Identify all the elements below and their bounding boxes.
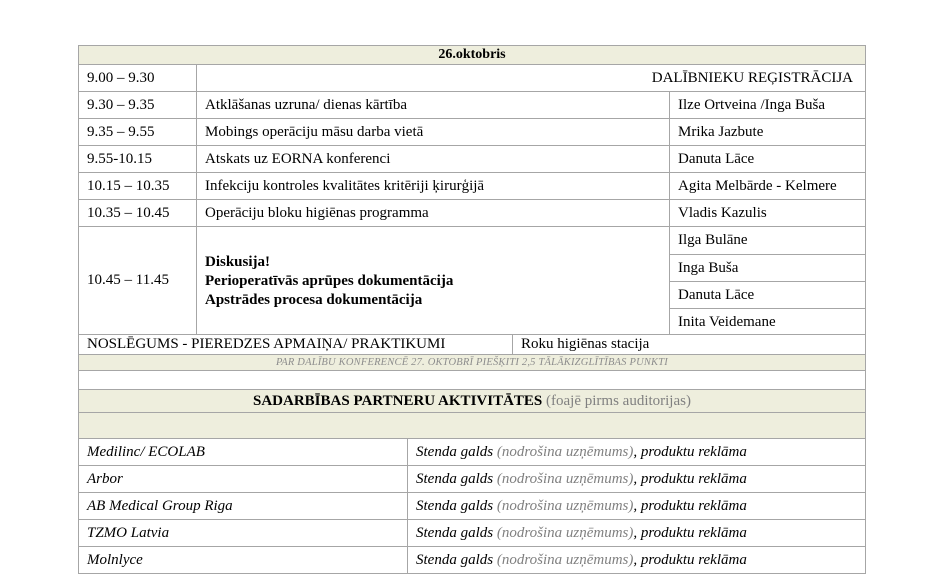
closing-station: Roku higiēnas stacija <box>512 335 865 354</box>
stand-prefix: Stenda galds <box>416 551 494 568</box>
stand-prefix: Stenda galds <box>416 470 494 487</box>
partners-header-row <box>78 390 866 413</box>
schedule-speaker: Ilze Ortveina /Inga Buša <box>669 92 865 118</box>
stand-note: (nodrošina uzņēmums) <box>496 551 634 568</box>
stand-suffix: , produktu reklāma <box>633 497 747 514</box>
partner-name: Medilinc/ ECOLAB <box>87 443 205 460</box>
partner-activity <box>407 439 865 465</box>
stand-suffix: , produktu reklāma <box>633 470 747 487</box>
schedule-speaker: Agita Melbārde - Kelmere <box>669 173 865 199</box>
schedule-topic: Infekciju kontroles kvalitātes kritēriji ķirurģijā <box>196 173 669 199</box>
partner-activity <box>407 547 865 573</box>
partner-row <box>78 547 866 574</box>
discussion-speakers <box>669 227 865 334</box>
registration-time: 9.00 – 9.30 <box>87 69 155 86</box>
credit-note: PAR DALĪBU KONFERENCĒ 27. OKTOBRĪ PIEŠĶITI 2,5 TĀLĀKIZGLĪTĪBAS PUNKTI <box>275 357 668 368</box>
closing-label: NOSLĒGUMS - PIEREDZES APMAIŅA/ PRAKTIKUMI <box>87 336 446 352</box>
partners-title-note: (foajē pirms auditorijas) <box>546 392 691 409</box>
partner-activity <box>407 520 865 546</box>
stand-note: (nodrošina uzņēmums) <box>496 497 634 514</box>
stand-suffix: , produktu reklāma <box>633 524 747 541</box>
discussion-speaker: Inita Veidemane <box>670 308 865 335</box>
discussion-row <box>78 227 866 335</box>
partners-spacer-row <box>78 413 866 439</box>
partner-activity <box>407 493 865 519</box>
registration-label: DALĪBNIEKU REĢISTRĀCIJA <box>196 65 865 91</box>
partner-row <box>78 466 866 493</box>
schedule-time: 9.55-10.15 <box>87 150 152 167</box>
stand-suffix: , produktu reklāma <box>633 443 747 460</box>
date-header-row <box>78 45 866 65</box>
schedule-time: 9.30 – 9.35 <box>87 96 155 113</box>
discussion-time: 10.45 – 11.45 <box>87 272 169 288</box>
empty-row <box>78 371 866 390</box>
stand-suffix: , produktu reklāma <box>633 551 747 568</box>
discussion-speaker: Danuta Lāce <box>670 281 865 308</box>
stand-note: (nodrošina uzņēmums) <box>496 470 634 487</box>
stand-prefix: Stenda galds <box>416 497 494 514</box>
schedule-time: 9.35 – 9.55 <box>87 123 155 140</box>
stand-prefix: Stenda galds <box>416 443 494 460</box>
stand-prefix: Stenda galds <box>416 524 494 541</box>
discussion-line: Apstrādes procesa dokumentācija <box>205 292 423 308</box>
date-header: 26.oktobris <box>438 47 506 62</box>
schedule-speaker: Mrika Jazbute <box>669 119 865 145</box>
credit-note-row <box>78 355 866 371</box>
partner-activity <box>407 466 865 492</box>
partner-row <box>78 439 866 466</box>
schedule-row <box>78 200 866 227</box>
partner-name: AB Medical Group Riga <box>87 497 233 514</box>
schedule-topic: Mobings operāciju māsu darba vietā <box>196 119 669 145</box>
discussion-speaker: Ilga Bulāne <box>678 232 748 248</box>
partner-row <box>78 493 866 520</box>
schedule-time: 10.35 – 10.45 <box>87 204 170 221</box>
registration-row <box>78 65 866 92</box>
stand-note: (nodrošina uzņēmums) <box>496 524 634 541</box>
partner-name: Molnlyce <box>87 551 143 568</box>
agenda-table <box>78 45 866 574</box>
discussion-line: Diskusija! <box>205 254 271 270</box>
partner-name: TZMO Latvia <box>87 524 170 541</box>
schedule-row <box>78 92 866 119</box>
schedule-speaker: Danuta Lāce <box>669 146 865 172</box>
partner-row <box>78 520 866 547</box>
discussion-topics <box>196 227 669 334</box>
schedule-topic: Atskats uz EORNA konferenci <box>196 146 669 172</box>
schedule-row <box>78 173 866 200</box>
discussion-speaker: Inga Buša <box>670 254 865 281</box>
discussion-line: Perioperatīvās aprūpes dokumentācija <box>205 273 454 289</box>
schedule-topic: Operāciju bloku higiēnas programma <box>196 200 669 226</box>
schedule-time: 10.15 – 10.35 <box>87 177 170 194</box>
partners-header <box>79 390 865 412</box>
stand-note: (nodrošina uzņēmums) <box>496 443 634 460</box>
closing-row <box>78 335 866 355</box>
schedule-topic: Atklāšanas uzruna/ dienas kārtība <box>196 92 669 118</box>
partner-name: Arbor <box>87 470 123 487</box>
schedule-row <box>78 146 866 173</box>
schedule-speaker: Vladis Kazulis <box>669 200 865 226</box>
schedule-row <box>78 119 866 146</box>
partners-title: SADARBĪBAS PARTNERU AKTIVITĀTES <box>253 392 543 409</box>
